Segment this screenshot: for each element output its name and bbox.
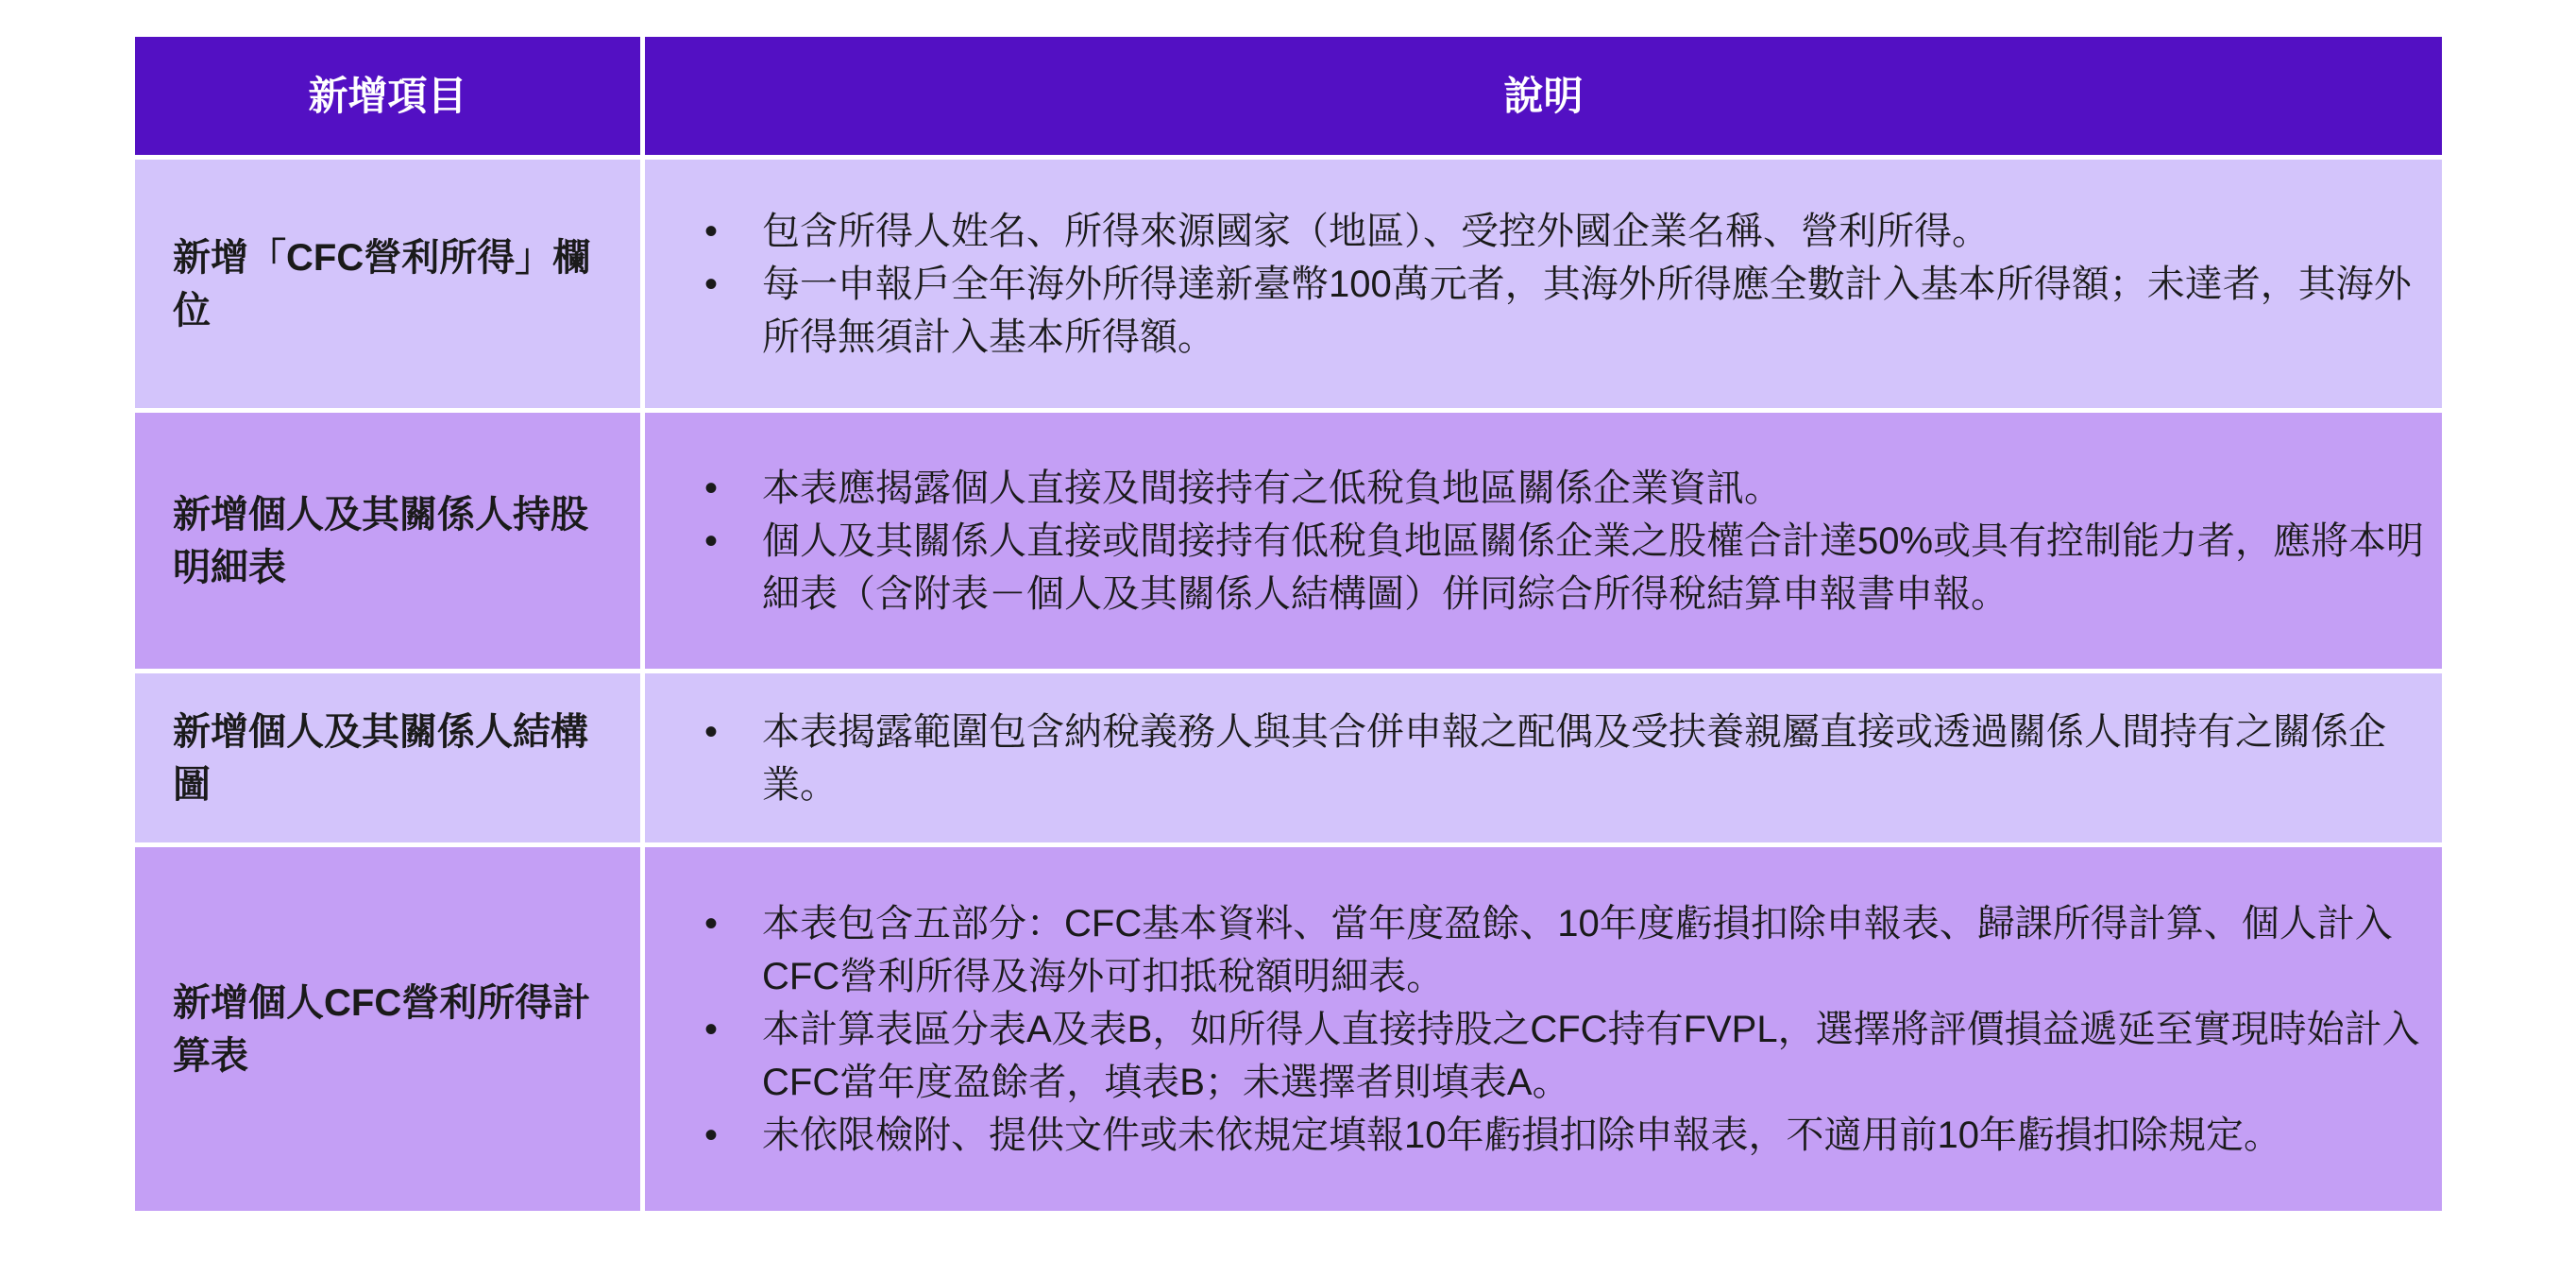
table-row — [135, 413, 2442, 673]
table-row — [135, 160, 2442, 413]
bullet-item: • 包含所得人姓名、所得來源國家（地區）、受控外國企業名稱、營利所得。 — [645, 205, 2425, 258]
row-description — [645, 673, 2442, 842]
bullet-item: • 個人及其關係人直接或間接持有低稅負地區關係企業之股權合計達50%或具有控制能力者，應將本明細表（含附表－個人及其關係人結構圖）併同綜合所得稅結算申報書申報。 — [645, 515, 2425, 621]
bullet-icon: • — [703, 1114, 718, 1156]
row-description — [645, 413, 2442, 669]
bullet-icon: • — [703, 1008, 718, 1050]
bullet-icon: • — [703, 710, 718, 753]
bullet-item: • 本表揭露範圍包含納稅義務人與其合併申報之配偶及受扶養親屬直接或透過關係人間持有之關係企業。 — [645, 706, 2425, 811]
row-description — [645, 847, 2442, 1211]
bullet-icon: • — [703, 902, 718, 944]
row-description — [645, 160, 2442, 408]
table-row — [135, 847, 2442, 1211]
bullet-item: • 本表包含五部分：CFC基本資料、當年度盈餘、10年度虧損扣除申報表、歸課所得計算、個人計入CFC營利所得及海外可扣抵稅額明細表。 — [645, 897, 2425, 1003]
bullet-icon: • — [703, 263, 718, 305]
cfc-changes-table — [135, 37, 2442, 1211]
bullet-icon: • — [703, 467, 718, 509]
bullet-list — [645, 706, 2425, 811]
header-description-cell: 說明 — [1503, 73, 1584, 118]
bullet-list — [645, 462, 2425, 621]
row-item-label: 新增個人及其關係人結構圖 — [135, 673, 645, 842]
bullet-item: • 未依限檢附、提供文件或未依規定填報10年虧損扣除申報表，不適用前10年虧損扣除規定。 — [645, 1109, 2425, 1162]
row-item-label: 新增個人CFC營利所得計算表 — [135, 847, 645, 1211]
table-header-row — [135, 37, 2442, 160]
bullet-item: • 每一申報戶全年海外所得達新臺幣100萬元者，其海外所得應全數計入基本所得額；未達者，其海外所得無須計入基本所得額。 — [645, 258, 2425, 364]
header-item-cell: 新增項目 — [135, 37, 645, 155]
row-item-label: 新增個人及其關係人持股明細表 — [135, 413, 645, 669]
bullet-icon: • — [703, 210, 718, 252]
bullet-item: • 本表應揭露個人直接及間接持有之低稅負地區關係企業資訊。 — [645, 462, 2425, 515]
bullet-item: • 本計算表區分表A及表B，如所得人直接持股之CFC持有FVPL，選擇將評價損益遞延至實現時始計入CFC當年度盈餘者，填表B；未選擇者則填表A。 — [645, 1003, 2425, 1109]
bullet-list — [645, 205, 2425, 364]
bullet-icon: • — [703, 519, 718, 562]
bullet-list — [645, 897, 2425, 1162]
row-item-label: 新增「CFC營利所得」欄位 — [135, 160, 645, 408]
table-row — [135, 673, 2442, 847]
